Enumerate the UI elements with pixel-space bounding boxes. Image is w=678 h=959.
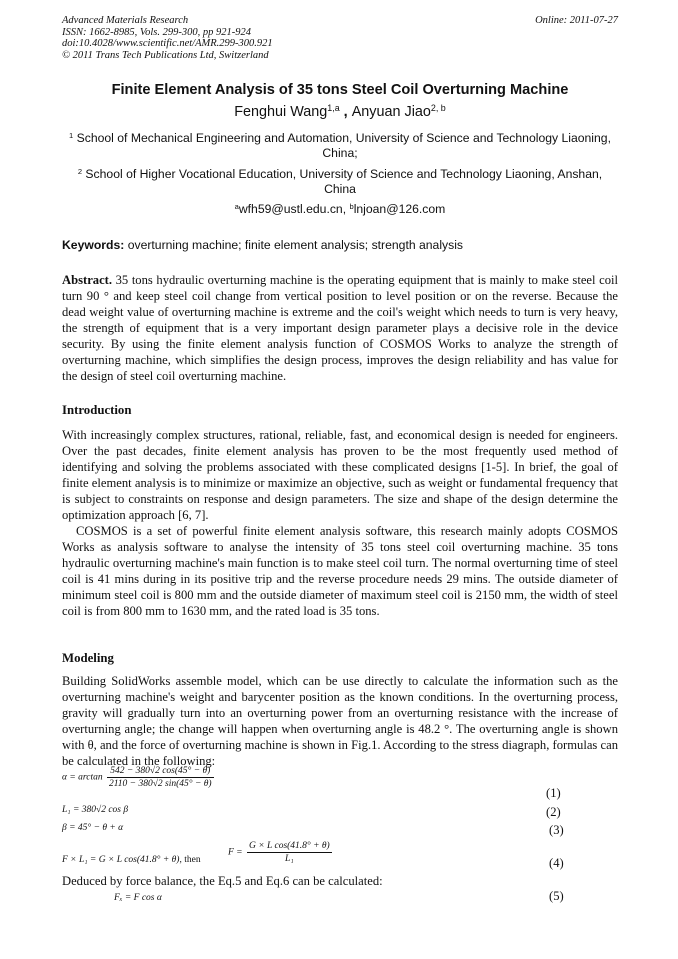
affiliation-1-num: 1	[69, 130, 74, 140]
equation-4-result: F = $\frac{\text{G × L cos(41.8° + θ)}}{\text{L₁}}$	[228, 841, 330, 864]
affiliation-2-num: 2	[77, 166, 83, 176]
keywords-text: overturning machine; finite element analysis; strength analysis	[124, 238, 464, 252]
equation-1-denominator: 2110 − 380√2 sin(45° − θ)	[108, 779, 212, 789]
modeling-p1: Building SolidWorks assemble model, which can be use directly to calculate the information such as the overturning machine's weight and barycenter position as the known conditions. In the overturning process, gravity will gradually turn into an overturning power from an overturning resistance with the increase of overturning angle; the change will happen when overturning angle is 48.2 °. The overturning angle is shown with θ, and the force of overturning machine is shown in Fig.1. According to the stress diagraph, formulas can be calculated in the following:	[62, 674, 618, 768]
abstract-text: 35 tons hydraulic overturning machine is the operating equipment that is mainly to make steel coil turn 90 ° and keep steel coil change from vertical position to level position or on the reverse. Because the dead weight value of overturning machine is extreme and the coil's weight which needs to turn is very heavy, the strength of equipment that is a very important design parameter plays a decisive role in the device security. By using the finite element analysis function of COSMOS Works to analyze the strength of overturning machine, which simplifies the design process, improves the design reliability and has value for the design of steel coil overturning machine.	[62, 273, 618, 383]
equation-1-number: (1)	[546, 786, 561, 800]
abstract	[62, 272, 618, 384]
equation-3-number: (3)	[549, 823, 564, 837]
author-2: Anyuan Jiao	[351, 104, 431, 120]
email-b-mark: b	[349, 201, 354, 211]
affiliation-1-text: School of Mechanical Engineering and Automation, University of Science and Technology Liaoning, China;	[73, 131, 611, 160]
affiliation-2-text: School of Higher Vocational Education, University of Science and Technology Liaoning, Anshan, China	[82, 167, 603, 196]
affiliation-1	[62, 131, 618, 161]
introduction-body	[62, 427, 618, 619]
email-a-mark: a	[234, 201, 239, 211]
equation-2: L₁ = 380√2 cos β	[62, 805, 129, 815]
online-date: Online: 2011-07-27	[535, 15, 618, 26]
keywords-label: Keywords:	[62, 238, 125, 252]
author-2-affil: 2, b	[430, 103, 446, 114]
modeling-heading: Modeling	[62, 651, 114, 665]
journal-issn: ISSN: 1662-8985, Vols. 299-300, pp 921-924	[62, 26, 251, 38]
force-balance-text: Deduced by force balance, the Eq.5 and Eq.6 can be calculated:	[62, 874, 383, 888]
email-2: lnjoan@126.com	[353, 202, 446, 216]
introduction-p2: COSMOS is a set of powerful finite element analysis software, this research mainly adopts COSMOS Works as analysis software to analyse the intensity of 35 tons steel coil overturning machine. 35 tons hydraulic overturning machine's main function is to make steel coil turn. The normal overturning time of steel coil is 41 mins during in its positive trip and the reverse procedure needs 29 mins. The outside diameter of minimum steel coil is 800 mm and the outside diameter of maximum steel coil is 2150 mm, the width of steel coil is from 800 mm to 1630 mm, and the rated load is 35 tons.	[62, 524, 618, 618]
journal-header	[62, 15, 618, 61]
affiliation-2	[62, 167, 618, 197]
introduction-p1: With increasingly complex structures, rational, reliable, fast, and economical design is needed for engineers. Over the past decades, finite element analysis has proven to be the most frequently used method of identifying and solving the problems associated with these complicated designs [1-5]. In brief, the goal of finite element analysis is to minimize or maximize an objective, such as weight or fundamental frequency that is subject to constraints on response and design parameters. The size and shape of the design determine the optimization approach [6, 7].	[62, 428, 618, 522]
equation-4-denominator: L₁	[285, 854, 294, 864]
introduction-heading: Introduction	[62, 403, 132, 417]
equation-1-numerator: 542 − 380√2 cos(45° − θ)	[107, 766, 214, 778]
equation-5: Fₓ = F cos α	[114, 893, 162, 903]
equation-5-number: (5)	[549, 889, 564, 903]
equation-3: β = 45° − θ + α	[62, 823, 124, 833]
equation-2-number: (2)	[546, 805, 561, 819]
keywords	[62, 238, 618, 252]
equation-4: F × L₁ = G × L cos(41.8° + θ), then	[62, 855, 201, 865]
author-separator: ,	[339, 104, 352, 120]
equation-1: α = arctan $\frac{542 - 380√2 \cos(45^\circ - \theta)}{2110 - 380√2 \sin(45^\circ - \theta)}$	[62, 766, 212, 789]
author-emails	[62, 202, 618, 216]
equation-4-number: (4)	[549, 856, 564, 870]
author-1: Fenghui Wang	[234, 104, 328, 120]
modeling-body	[62, 673, 618, 769]
journal-doi: doi:10.4028/www.scientific.net/AMR.299-300.921	[62, 38, 273, 49]
journal-name: Advanced Materials Research	[62, 15, 189, 26]
equation-4-numerator: G × L cos(41.8° + θ)	[248, 841, 330, 851]
abstract-label: Abstract.	[62, 273, 113, 287]
journal-copyright: © 2011 Trans Tech Publications Ltd, Switzerland	[62, 49, 269, 61]
paper-title: Finite Element Analysis of 35 tons Steel Coil Overturning Machine	[111, 82, 569, 98]
equation-4-balance: F × L₁ = G × L cos(41.8° + θ)	[62, 855, 180, 865]
email-1: wfh59@ustl.edu.cn,	[238, 202, 350, 216]
author-1-affil: 1,a	[327, 103, 340, 114]
author-list	[62, 104, 618, 120]
